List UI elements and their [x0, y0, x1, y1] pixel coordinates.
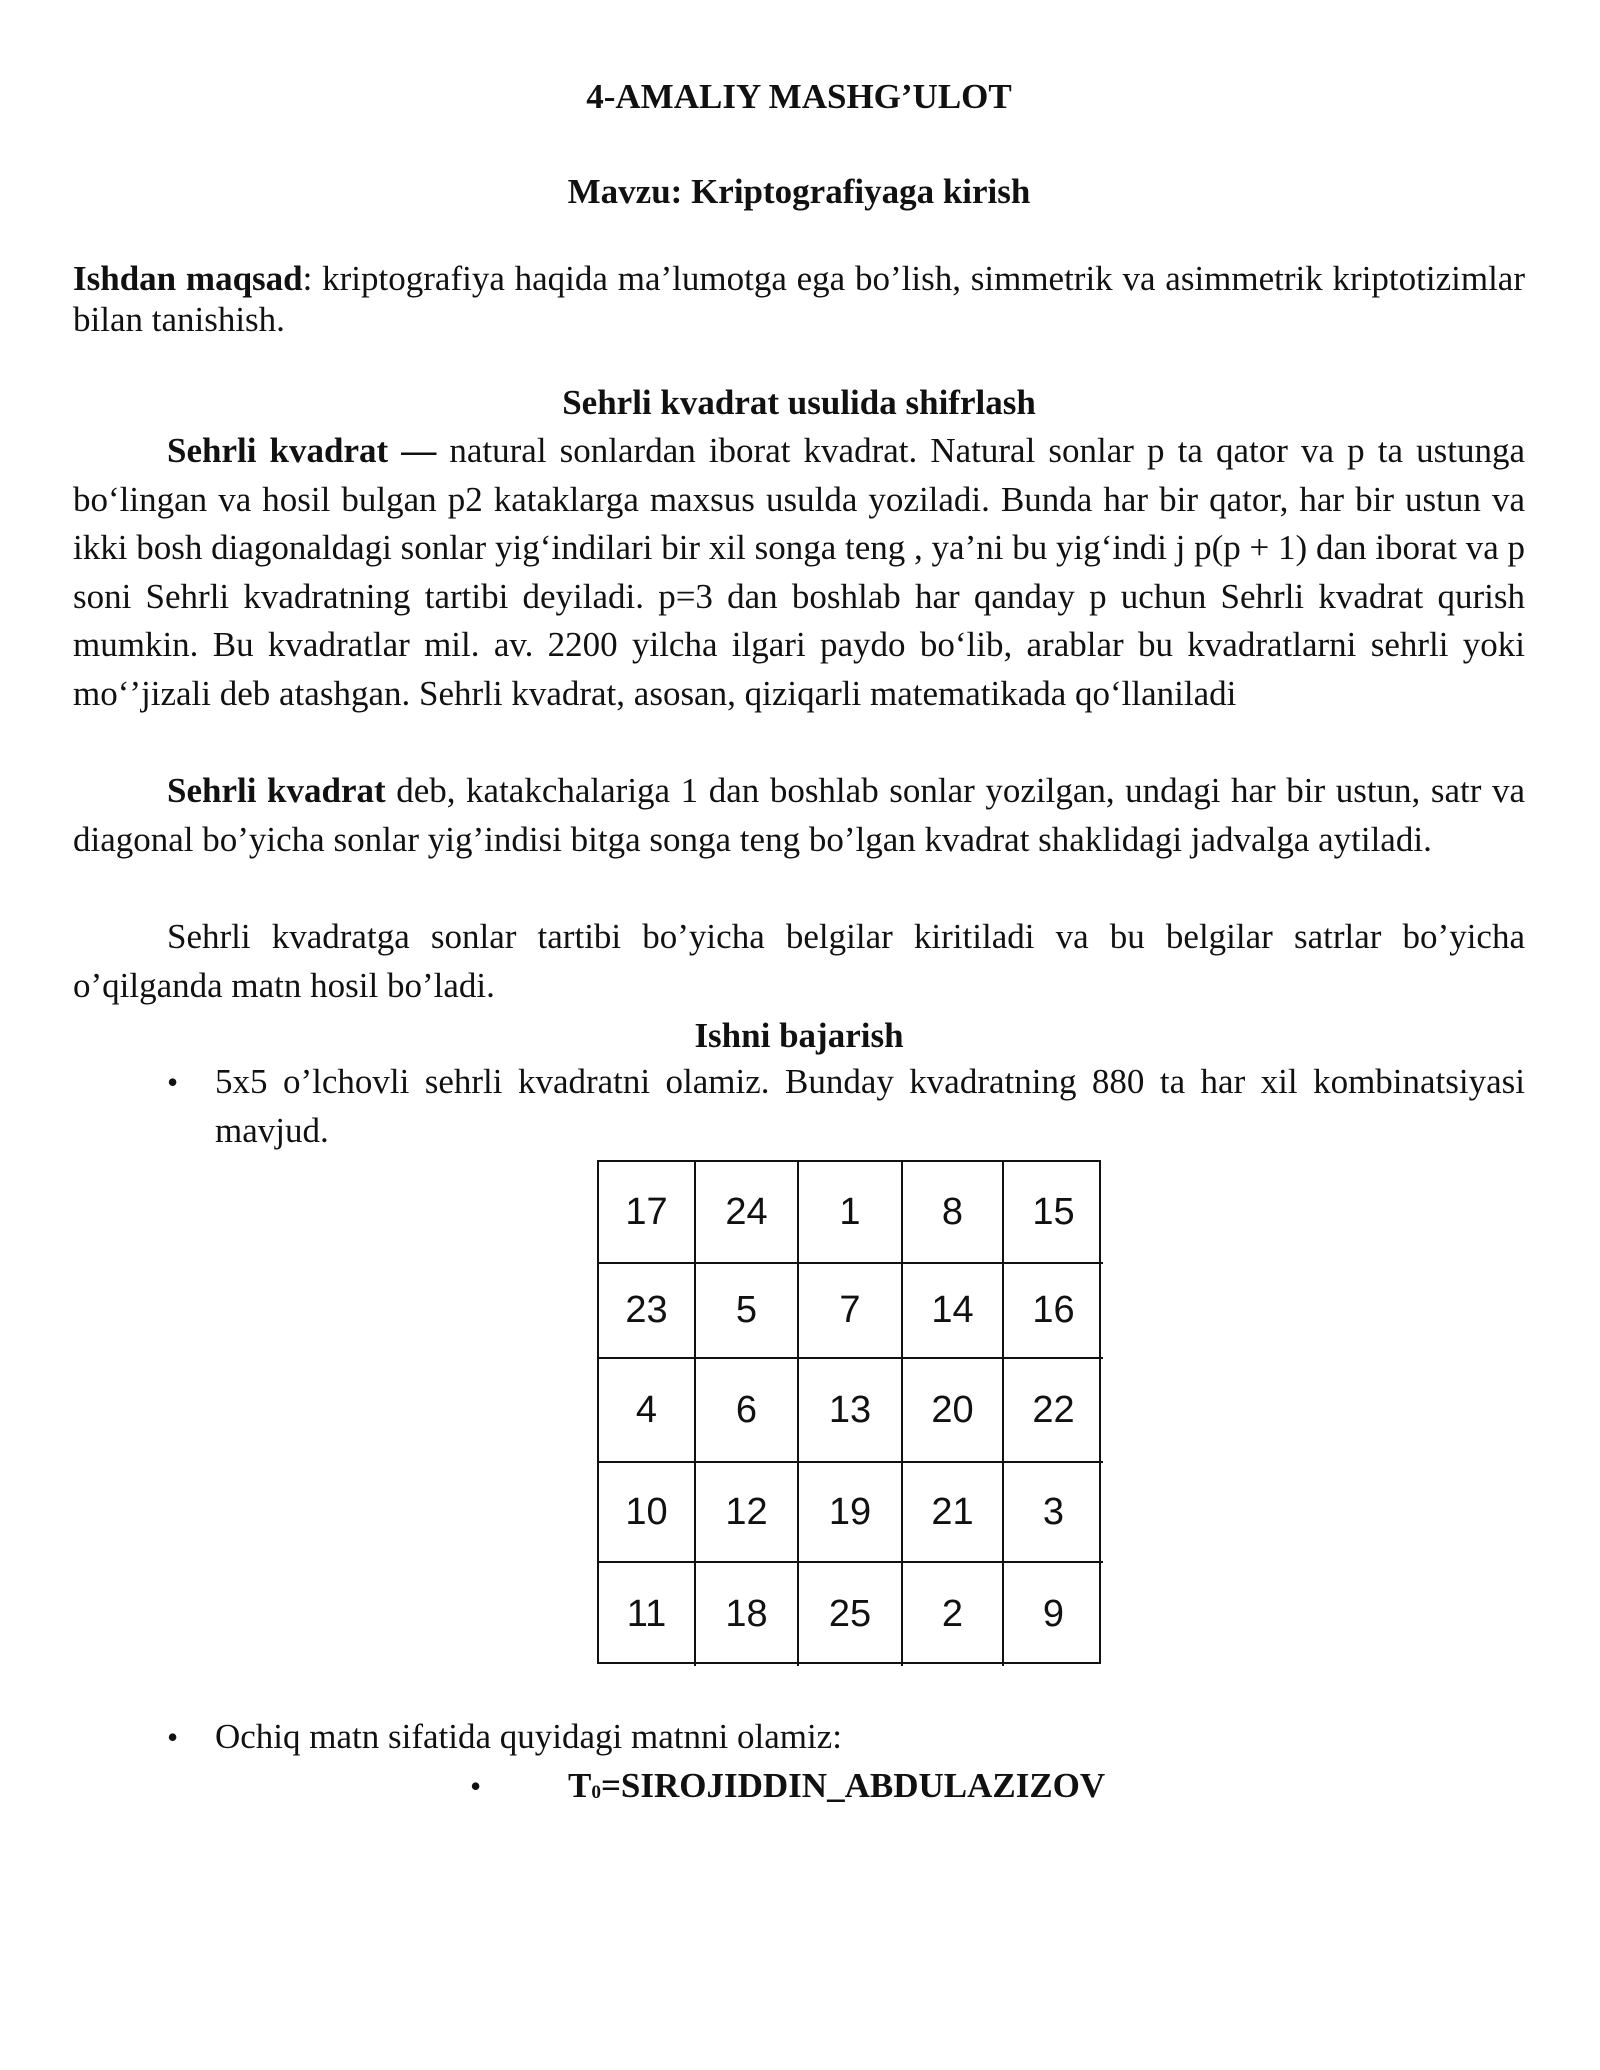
- goal-paragraph: [73, 258, 1525, 340]
- bullet-text-plaintext: Ochiq matn sifatida quyidagi matnni olamiz:: [215, 1717, 842, 1756]
- bullet-dot-icon: •: [167, 1064, 179, 1100]
- definition-term-2: Sehrli kvadrat: [167, 771, 386, 810]
- magic-square-cell: 10: [599, 1463, 696, 1563]
- magic-square-cell: 17: [599, 1162, 696, 1264]
- magic-square-cell: 8: [903, 1162, 1004, 1264]
- magic-square-cell: 7: [799, 1264, 903, 1359]
- bullet-text-square-size: 5x5 o’lchovli sehrli kvadratni olamiz. Bunday kvadratning 880 ta har xil kombinatsiyasi mavjud.: [215, 1062, 1525, 1150]
- magic-square-cell: 9: [1042, 1593, 1065, 1635]
- magic-square-cell: 14: [903, 1264, 1004, 1359]
- magic-square-cell: 2: [903, 1563, 1004, 1666]
- magic-square-cell: 22: [1004, 1359, 1103, 1463]
- magic-square-cell: 19: [799, 1463, 903, 1563]
- plaintext-value: [568, 1762, 1105, 1817]
- section-heading-magic-square: Sehrli kvadrat usulida shifrlash: [562, 383, 1036, 422]
- topic-heading: Mavzu: Kriptografiyaga kirish: [567, 172, 1031, 211]
- goal-text: : kriptografiya haqida ma’lumotga ega bo’lish, simmetrik va asimmetrik kriptotizimlar bilan tanishish.: [73, 259, 1525, 339]
- document-title: 4-AMALIY MASHG’ULOT: [586, 77, 1012, 116]
- magic-square-cell: 23: [599, 1264, 696, 1359]
- definition-text: natural sonlardan iborat kvadrat. Natural sonlar p ta qator va p ta ustunga bo‘lingan va hosil bulgan p2 kataklarga maxsus usulda yoziladi. Bunda har bir qator, har bir ustun va ikki bosh diagonaldagi sonlar yig‘indilari bir xil songa teng , ya’ni bu yig‘indi j p(p + 1) dan iborat va p soni Sehrli kvadratning tartibi deyiladi. p=3 dan boshlab har qanday p uchun Sehrli kvadrat qurish mumkin. Bu kvadratlar mil. av. 2200 yilcha ilgari paydo bo‘lib, arablar bu kvadratlarni sehrli yoki mo‘’jizali deb atashgan. Sehrli kvadrat, asosan, qiziqarli matematikada qo‘llaniladi: [73, 431, 1525, 713]
- bullet-item-square-size: [73, 1058, 1525, 1158]
- bullet-dot-icon: •: [470, 1768, 482, 1804]
- magic-square-cell: 12: [696, 1463, 799, 1563]
- magic-square-cell: 3: [1004, 1463, 1103, 1563]
- magic-square-table: [597, 1160, 1101, 1664]
- definition-text-2: deb, katakchalariga 1 dan boshlab sonlar yozilgan, undagi har bir ustun, satr va diagonal bo’yicha sonlar yig’indisi bitga songa teng bo’lgan kvadrat shaklidagi jadvalga aytiladi.: [73, 771, 1525, 859]
- bullet-item-plaintext-value: [73, 1762, 1525, 1812]
- magic-square-cell: 15: [1004, 1162, 1103, 1264]
- plaintext-subscript: 0: [591, 1781, 601, 1803]
- magic-square-cell: 16: [1004, 1264, 1103, 1359]
- magic-square-cell: 18: [696, 1563, 799, 1666]
- magic-square-cell: 4: [599, 1359, 696, 1463]
- plaintext-string: =SIROJIDDIN_ABDULAZIZOV: [600, 1766, 1106, 1805]
- section-heading-procedure: Ishni bajarish: [694, 1016, 904, 1055]
- magic-square-cell: 13: [799, 1359, 903, 1463]
- paragraph-definition: [73, 427, 1525, 718]
- goal-label: Ishdan maqsad: [73, 259, 303, 298]
- paragraph-definition-2: [73, 767, 1525, 864]
- definition-term: Sehrli kvadrat —: [167, 431, 437, 470]
- bullet-dot-icon: •: [167, 1719, 179, 1755]
- bullet-item-plaintext: [73, 1713, 1525, 1763]
- magic-square-cell: 1: [799, 1162, 903, 1264]
- magic-square-cell: 6: [696, 1359, 799, 1463]
- paragraph-method: Sehrli kvadratga sonlar tartibi bo’yicha belgilar kiritiladi va bu belgilar satrlar bo’yicha o’qilganda matn hosil bo’ladi.: [73, 917, 1525, 1005]
- magic-square-cell: 20: [903, 1359, 1004, 1463]
- plaintext-prefix: T: [568, 1766, 592, 1805]
- magic-square-cell: 25: [799, 1563, 903, 1666]
- magic-square-cell: 5: [696, 1264, 799, 1359]
- magic-square-cell: 21: [903, 1463, 1004, 1563]
- magic-square-cell: 11: [599, 1563, 696, 1666]
- magic-square-cell: 24: [696, 1162, 799, 1264]
